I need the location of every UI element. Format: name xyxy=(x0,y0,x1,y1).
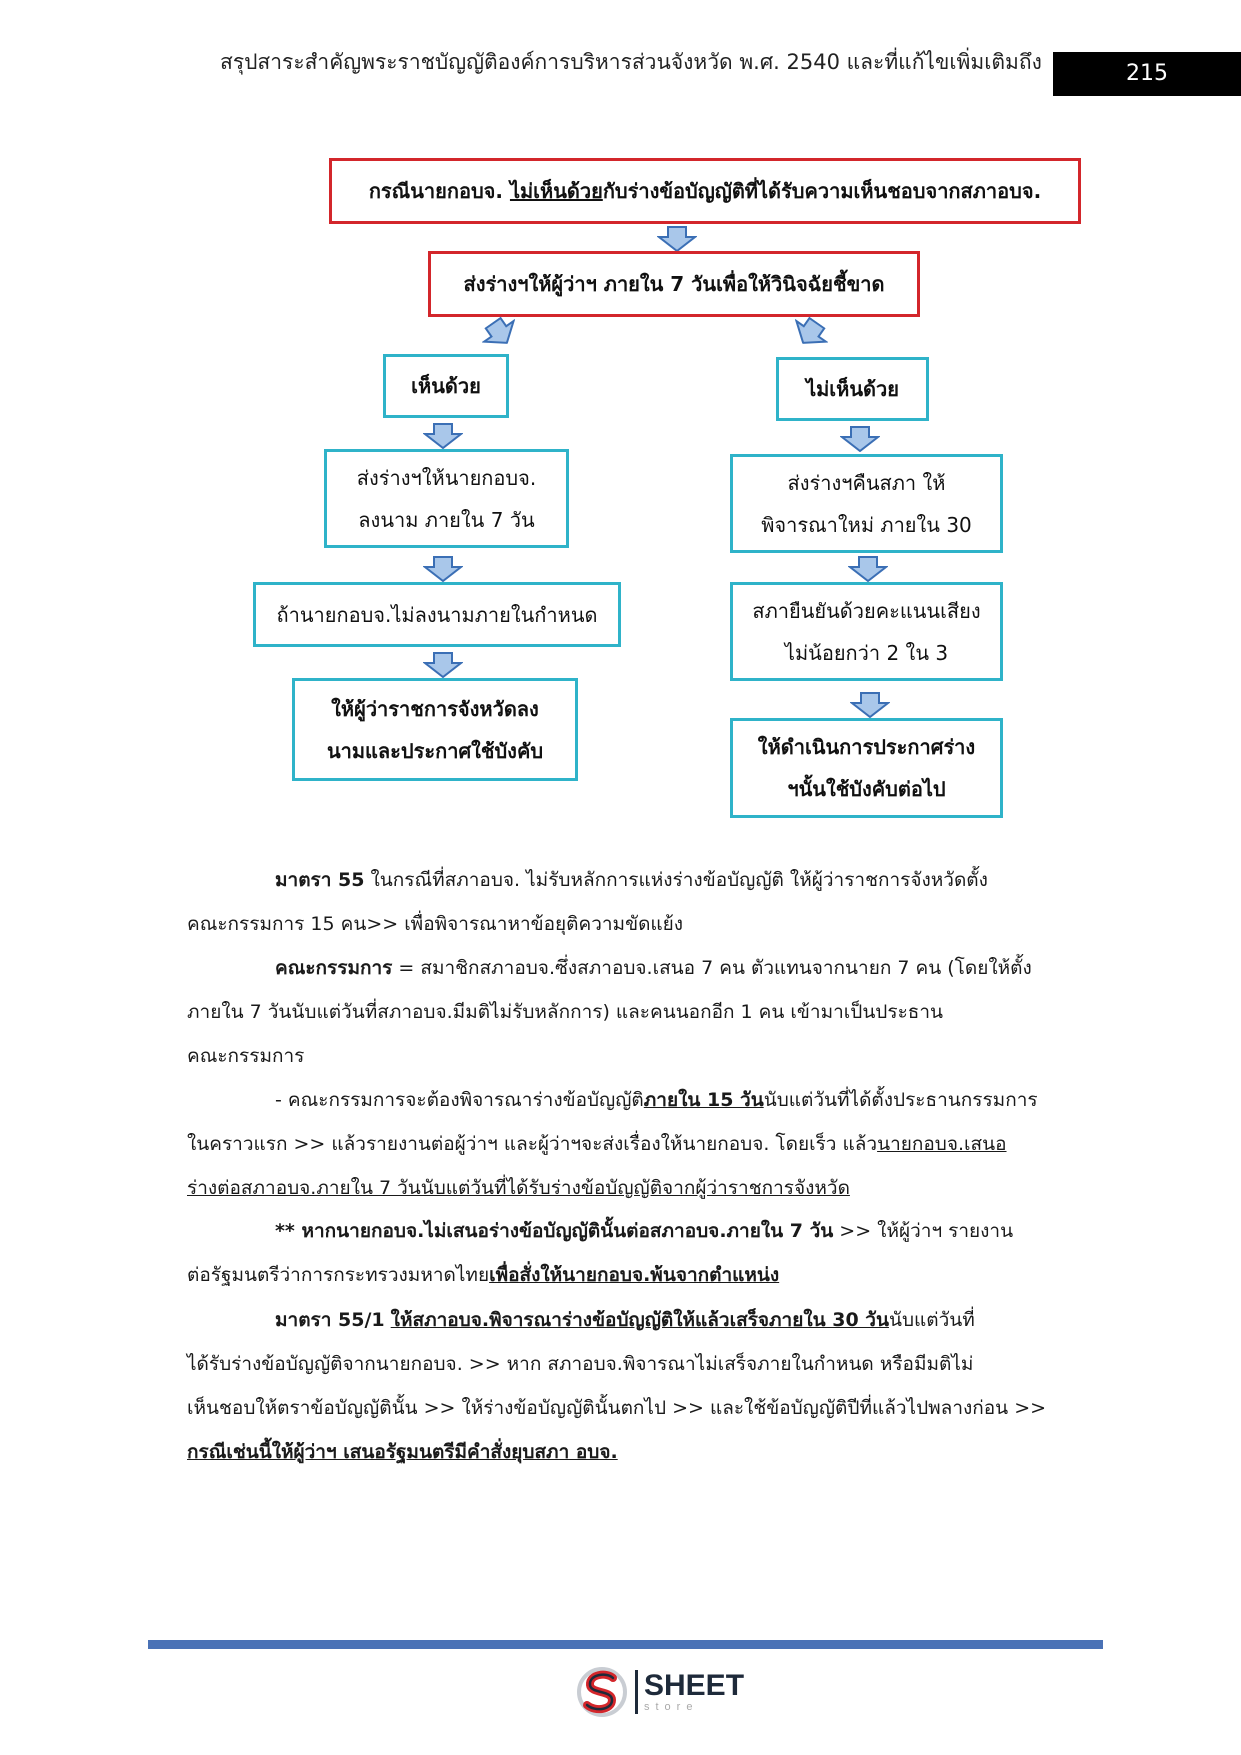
flow-box-send-mayor: ส่งร่างฯให้นายกอบจ. ลงนาม ภายใน 7 วัน xyxy=(324,449,569,548)
flow-box-proclaim: ให้ดำเนินการประกาศร่าง ฯนั้นใช้บังคับต่อไป xyxy=(730,718,1003,818)
paragraph-committee: คณะกรรมการ = สมาชิกสภาอบจ.ซึ่งสภาอบจ.เสนอ 7 คน ตัวแทนจากนายก 7 คน (โดยให้ตั้ง ภายใน 7 วันนับแต่วันที่สภาอบจ.มีมติไม่รับหลักการ) และคนนอกอีก 1 คน เข้ามาเป็นประธาน คณะกรรมการ xyxy=(187,957,1032,1067)
logo-separator xyxy=(635,1670,638,1714)
s-logo-icon xyxy=(577,1666,627,1718)
arrow-down-icon xyxy=(840,426,880,452)
logo-subtext: store xyxy=(644,1701,699,1713)
paragraph-mayor-not-propose: ** หากนายกอบจ.ไม่เสนอร่างข้อบัญญัตินั้นต่อสภาอบจ.ภายใน 7 วัน >> ให้ผู้ว่าฯ รายงาน ต่อรัฐมนตรีว่าการกระทรวงมหาดไทยเพื่อสั่งให้นายกอบจ.พ้นจากตำแหน่ง xyxy=(187,1220,1014,1286)
paragraph-section-55: มาตรา 55 ในกรณีที่สภาอบจ. ไม่รับหลักการแห่งร่างข้อบัญญัติ ให้ผู้ว่าราชการจังหวัดตั้ง คณะกรรมการ 15 คน>> เพื่อพิจารณาหาข้อยุติความขัดแย้ง xyxy=(187,869,988,935)
arrow-down-right-icon xyxy=(786,311,834,355)
flow-box-governor-sign: ให้ผู้ว่าราชการจังหวัดลง นามและประกาศใช้บังคับ xyxy=(292,678,578,781)
arrow-down-icon xyxy=(848,556,888,582)
flow-box-agree: เห็นด้วย xyxy=(383,354,509,418)
flow-box-send-governor: ส่งร่างฯให้ผู้ว่าฯ ภายใน 7 วันเพื่อให้วินิจฉัยชี้ขาด xyxy=(428,251,920,317)
arrow-down-icon xyxy=(657,226,697,252)
arrow-down-icon xyxy=(423,652,463,678)
arrow-down-icon xyxy=(850,692,890,718)
footer-divider xyxy=(148,1640,1103,1649)
arrow-down-icon xyxy=(423,556,463,582)
arrow-down-icon xyxy=(423,423,463,449)
flow-box-disagree: ไม่เห็นด้วย xyxy=(776,357,929,421)
flow-box-mayor-not-sign: ถ้านายกอบจ.ไม่ลงนามภายในกำหนด xyxy=(253,582,621,647)
arrow-down-left-icon xyxy=(476,311,524,355)
page-number: 215 xyxy=(1053,52,1241,96)
sheet-store-logo xyxy=(577,1664,744,1720)
running-header-title: สรุปสาระสำคัญพระราชบัญญัติองค์การบริหารส่วนจังหวัด พ.ศ. 2540 และที่แก้ไขเพิ่มเติมถึง xyxy=(220,50,1042,74)
flow-box-top: กรณีนายกอบจ. ไม่เห็นด้วยกับร่างข้อบัญญัติที่ได้รับความเห็นชอบจากสภาอบจ. xyxy=(329,158,1081,224)
logo-wordmark: SHEET xyxy=(644,1669,745,1702)
flow-box-council-confirm: สภายืนยันด้วยคะแนนเสียง ไม่น้อยกว่า 2 ใน 3 xyxy=(730,582,1003,681)
paragraph-section-55-1: มาตรา 55/1 ให้สภาอบจ.พิจารณาร่างข้อบัญญัติให้แล้วเสร็จภายใน 30 วันนับแต่วันที่ ได้รับร่างข้อบัญญัติจากนายกอบจ. >> หาก สภาอบจ.พิจารณาไม่เสร็จภายในกำหนด หรือมีมติไม่ เห็นชอบให้ตราข้อบัญญัตินั้น >> ให้ร่างข้อบัญญัตินั้นตกไป >> และใช้ข้อบัญญัติปีที่แล้วไปพลางก่อน >> กรณีเช่นนี้ให้ผู้ว่าฯ เสนอรัฐมนตรีมีคำสั่งยุบสภา อบจ. xyxy=(187,1309,1047,1463)
paragraph-committee-deadline: - คณะกรรมการจะต้องพิจารณาร่างข้อบัญญัติภายใน 15 วันนับแต่วันที่ได้ตั้งประธานกรรมการ ในคราวแรก >> แล้วรายงานต่อผู้ว่าฯ และผู้ว่าฯจะส่งเรื่องให้นายกอบจ. โดยเร็ว แล้วนายกอบจ.เสนอ ร่างต่อสภาอบจ.ภายใน 7 วันนับแต่วันที่ได้รับร่างข้อบัญญัติจากผู้ว่าราชการจังหวัด xyxy=(187,1089,1038,1199)
flow-box-return-council: ส่งร่างฯคืนสภา ให้ พิจารณาใหม่ ภายใน 30 xyxy=(730,454,1003,553)
